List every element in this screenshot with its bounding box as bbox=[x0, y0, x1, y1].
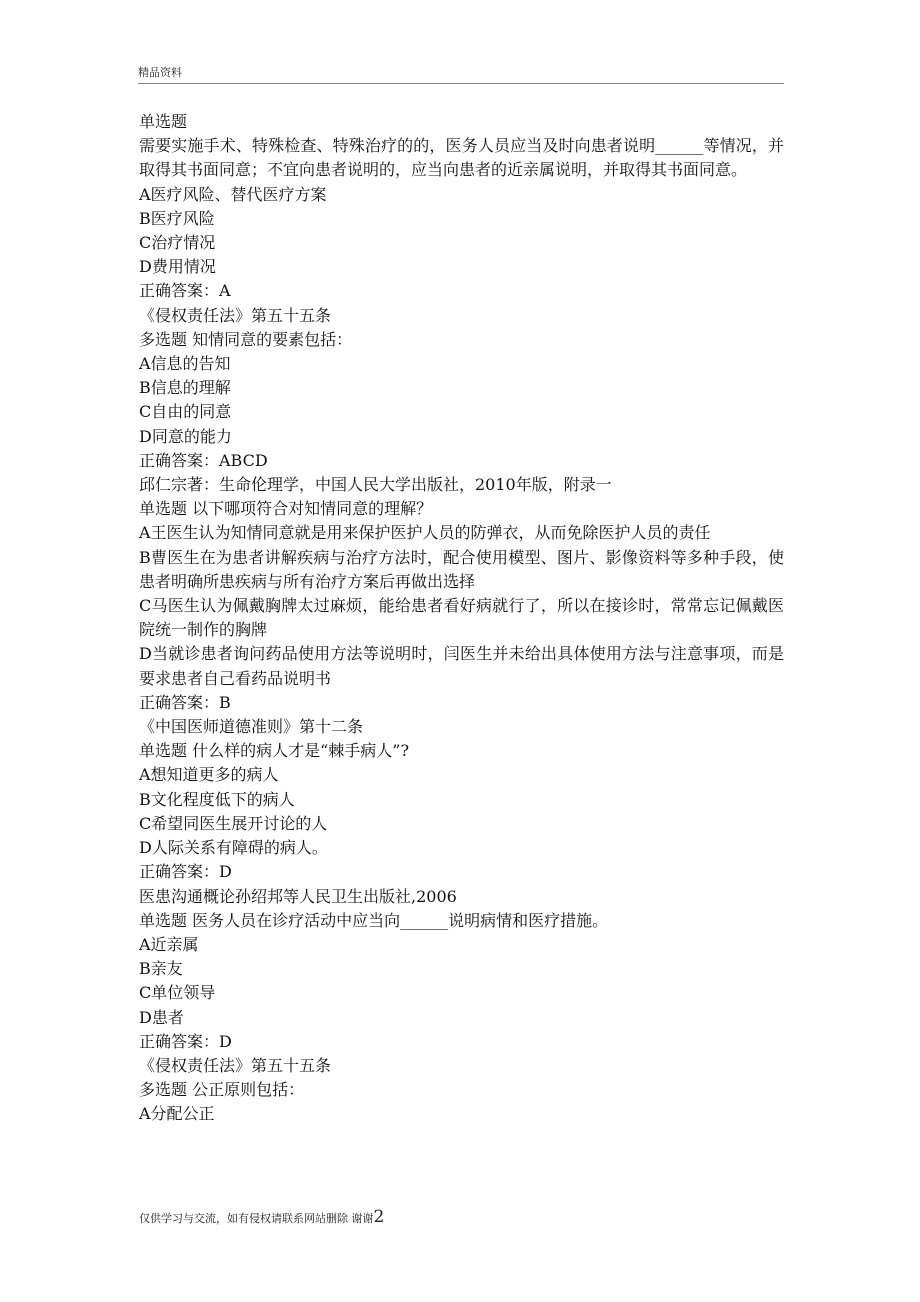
option-d: D当就诊患者询问药品使用方法等说明时，闫医生并未给出具体使用方法与注意事项，而是要求患者自己看药品说明书 bbox=[139, 644, 784, 688]
question-text: 多选题 公正原则包括： bbox=[139, 1080, 305, 1100]
option-d: D费用情况 bbox=[139, 257, 216, 277]
option-c: C单位领导 bbox=[139, 983, 216, 1003]
option-d: D人际关系有障碍的病人。 bbox=[139, 838, 328, 858]
question-text: 单选题 什么样的病人才是“棘手病人”? bbox=[139, 741, 410, 761]
option-d: D同意的能力 bbox=[139, 426, 232, 446]
option-c: C治疗情况 bbox=[139, 233, 216, 253]
option-a: A近亲属 bbox=[139, 934, 199, 954]
answer: 正确答案：B bbox=[139, 692, 231, 712]
option-a: A医疗风险、替代医疗方案 bbox=[139, 184, 327, 204]
reference: 《侵权责任法》第五十五条 bbox=[139, 305, 332, 325]
option-b: B信息的理解 bbox=[139, 378, 231, 398]
question-text: 单选题 以下哪项符合对知情同意的理解？ bbox=[139, 499, 433, 519]
answer: 正确答案：D bbox=[139, 862, 232, 882]
question-text: 单选题 医务人员在诊疗活动中应当向______说明病情和医疗措施。 bbox=[139, 910, 609, 930]
option-c: C马医生认为佩戴胸牌太过麻烦，能给患者看好病就行了，所以在接诊时，常常忘记佩戴医院统一制作的胸牌 bbox=[139, 596, 784, 640]
option-a: A分配公正 bbox=[139, 1104, 215, 1124]
reference: 邱仁宗著：生命伦理学，中国人民大学出版社，2010年版，附录一 bbox=[139, 475, 612, 495]
option-b: B曹医生在为患者讲解疾病与治疗方法时，配合使用模型、图片、影像资料等多种手段，使患者明确所患疾病与所有治疗方案后再做出选择 bbox=[139, 547, 784, 591]
option-b: B文化程度低下的病人 bbox=[139, 789, 295, 809]
footer-text: 仅供学习与交流，如有侵权请联系网站删除 谢谢 bbox=[139, 1212, 374, 1225]
question-type: 单选题 bbox=[139, 112, 188, 131]
option-b: B亲友 bbox=[139, 959, 183, 979]
option-b: B医疗风险 bbox=[139, 208, 215, 228]
page-footer bbox=[139, 1207, 384, 1227]
document-body bbox=[139, 110, 784, 1127]
reference: 医患沟通概论孙绍邦等人民卫生出版社,2006 bbox=[139, 886, 457, 906]
option-a: A信息的告知 bbox=[139, 354, 231, 374]
page-number: 2 bbox=[373, 1207, 385, 1227]
question-text: 需要实施手术、特殊检查、特殊治疗的的，医务人员应当及时向患者说明______等情况，并取得其书面同意；不宜向患者说明的，应当向患者的近亲属说明，并取得其书面同意。 bbox=[139, 136, 784, 180]
answer: 正确答案：D bbox=[139, 1031, 232, 1051]
answer: 正确答案：A bbox=[139, 281, 231, 301]
reference: 《中国医师道德准则》第十二条 bbox=[139, 717, 364, 737]
option-a: A王医生认为知情同意就是用来保护医护人员的防弹衣，从而免除医护人员的责任 bbox=[139, 523, 711, 543]
reference: 《侵权责任法》第五十五条 bbox=[139, 1055, 332, 1075]
option-c: C希望同医生展开讨论的人 bbox=[139, 813, 328, 833]
option-c: C自由的同意 bbox=[139, 402, 232, 422]
question-text: 多选题 知情同意的要素包括： bbox=[139, 329, 353, 349]
option-a: A想知道更多的病人 bbox=[139, 765, 279, 785]
answer: 正确答案：ABCD bbox=[139, 450, 268, 470]
page-header: 精品资料 bbox=[138, 64, 784, 84]
option-d: D患者 bbox=[139, 1007, 184, 1027]
